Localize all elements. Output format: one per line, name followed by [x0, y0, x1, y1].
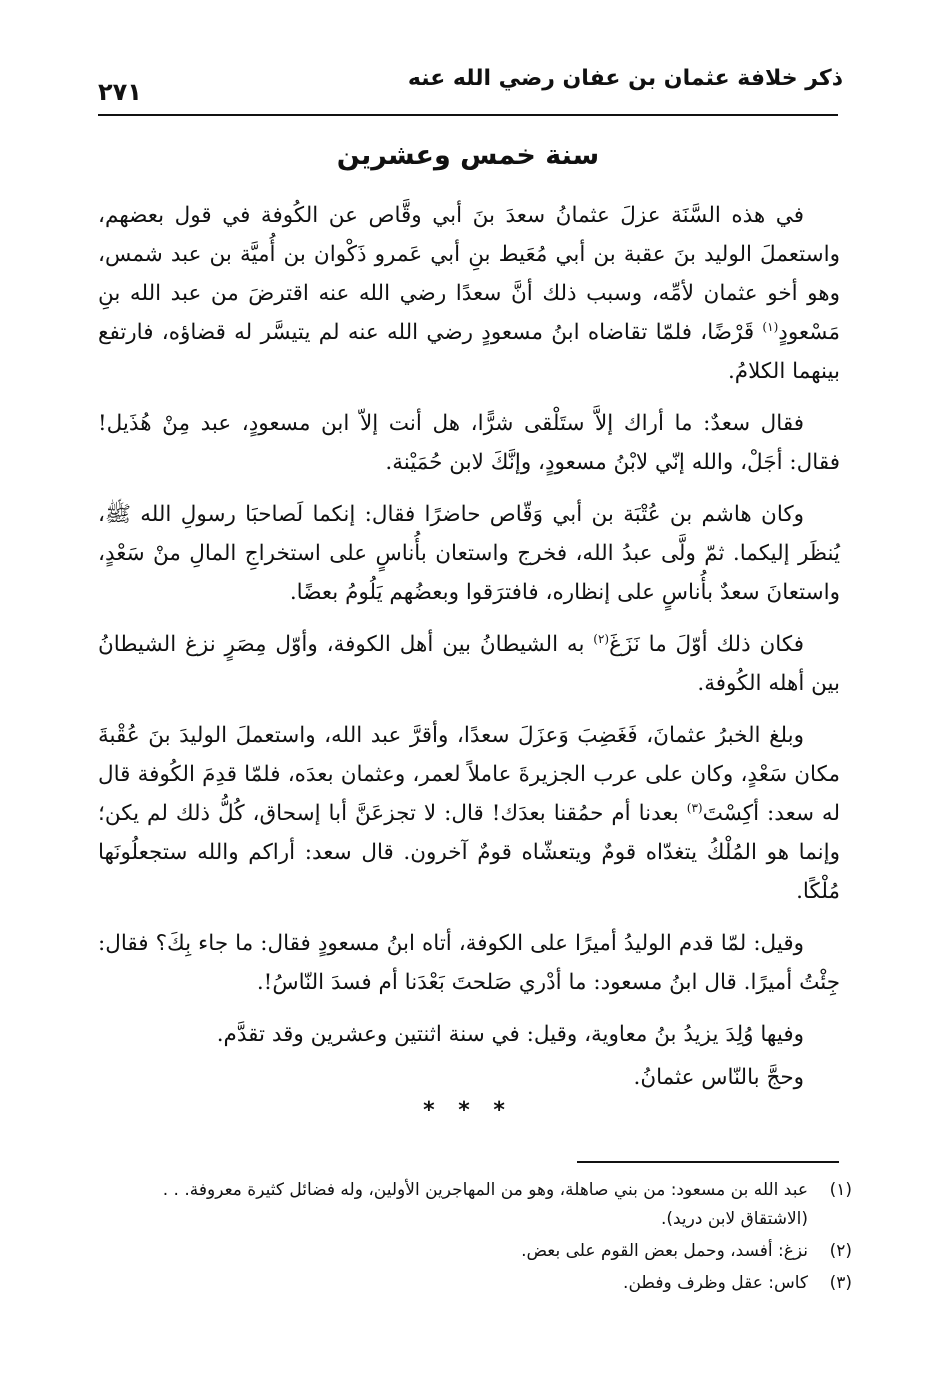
paragraph: وكان هاشم بن عُتْبَة بن أبي وَقّاص حاضرًا فقال: إنكما لَصاحبَا رسولِ الله ﷺ، يُنظَر إليكما. ثمّ ولَّى عبدُ الله، فخرج واستعان بأُناسٍ على استخراجِ المالِ منْ سَعْدٍ، واستعانَ سعدٌ بأُناسٍ على إنظاره، فافترَقوا وبعضُهم يَلُومُ بعضًا.: [98, 502, 840, 605]
footnote-text: نزغ: أفسد، وحمل بعض القوم على بعض.: [521, 1241, 808, 1261]
paragraph: فكان ذلك أوّلَ ما نَزَغَ$^{(٢)}$ به الشيطانُ بين أهل الكوفة، وأوّل مِصَرٍ نزغ الشيطانُ بين أهله الكُوفة.: [98, 631, 840, 696]
footnote-ref: (٣): [686, 800, 703, 815]
header-rule: [98, 114, 838, 116]
footnote: [110, 1176, 852, 1234]
footnote-text: عبد الله بن مسعود: من بني صاهلة، وهو من المهاجرين الأولين، وله فضائل كثيرة معروفة. . . (الاشتقاق لابن دريد).: [162, 1180, 808, 1229]
paragraph: فقال سعدٌ: ما أراك إلاَّ ستَلْقى شرًّا، هل أنت إلاّ ابن مسعودٍ، عبد مِنْ هُذَيل! فقال: أجَلْ، والله إنّي لابْنُ مسعودٍ، وإنَّكَ لابن حُمَيْنة.: [98, 411, 840, 475]
footnote: [110, 1237, 852, 1266]
page-number: ٢٧١: [98, 78, 142, 106]
footnote-ref: (١): [762, 319, 779, 334]
footnote-number: (٢): [829, 1241, 852, 1261]
footnote-number: (٣): [829, 1273, 852, 1293]
footnote-number: (١): [829, 1180, 852, 1200]
main-text: [98, 196, 840, 1110]
paragraph: وبلغ الخبرُ عثمانَ، فَغَضِبَ وَعزَلَ سعدًا، وأقرَّ عبد الله، واستعملَ الوليدَ بنَ عُقْبةَ مكان سَعْدٍ، وكان على عرب الجزيرةَ عاملاً لعمر، وعثمان بعدَه، فلمّا قدِمَ الكُوفة قال له سعد: أكِسْتَ$^{(٣)}$ بعدنا أم حمُقنا بعدَك! قال: لا تجزعَنَّ أبا إسحاق، كُلُّ ذلك لم يكن؛ وإنما هو المُلْكُ يتغدّاه قومٌ ويتعشّاه قومٌ آخرون. قال سعد: أراكم والله ستجعلُونَها مُلْكًا.: [98, 723, 841, 904]
running-header-title: ذكر خلافة عثمان بن عفان رضي الله عنه: [407, 66, 843, 91]
section-end-ornament: * * *: [423, 1098, 513, 1123]
footnote: [110, 1269, 852, 1298]
footnote-text: كاس: عقل وظرف وفطن.: [623, 1273, 808, 1293]
paragraph: وحجَّ بالنّاس عثمانُ.: [633, 1065, 804, 1090]
paragraph: وقيل: لمّا قدم الوليدُ أميرًا على الكوفة، أتاه ابنُ مسعودٍ فقال: ما جاء بِكَ؟ فقال: جِئْتُ أميرًا. قال ابنُ مسعود: ما أدْري صَلحتَ بَعْدَنا أم فسدَ النّاسُ!.: [98, 931, 840, 995]
footnote-ref: (٢): [593, 631, 610, 646]
footnote-rule: [577, 1161, 839, 1163]
section-title: سنة خمس وعشرين: [336, 140, 600, 171]
paragraph: في هذه السَّنَة عزلَ عثمانُ سعدَ بنَ أبي وقَّاص عن الكُوفة في قول بعضهم، واستعملَ الوليد بنَ عقبة بن أبي مُعَيط بنِ أبي عَمرو ذَكْوان بن أُميَّة بن عبد شمس، وهو أخو عثمان لأمِّه، وسبب ذلك أنَّ سعدًا رضي الله عنه اقترضَ من عبد الله بنِ مَسْعودٍ$^{(١)}$ قَرْضًا، فلمّا تقاضاه ابنُ مسعودٍ رضي الله عنه لم يتيسَّر له قضاؤه، فارتفع بينهما الكلامُ.: [98, 203, 840, 384]
paragraph: وفيها وُلِدَ يزيدُ بنُ معاوية، وقيل: في سنة اثنتين وعشرين وقد تقدَّم.: [216, 1022, 804, 1047]
footnotes: [110, 1176, 852, 1301]
